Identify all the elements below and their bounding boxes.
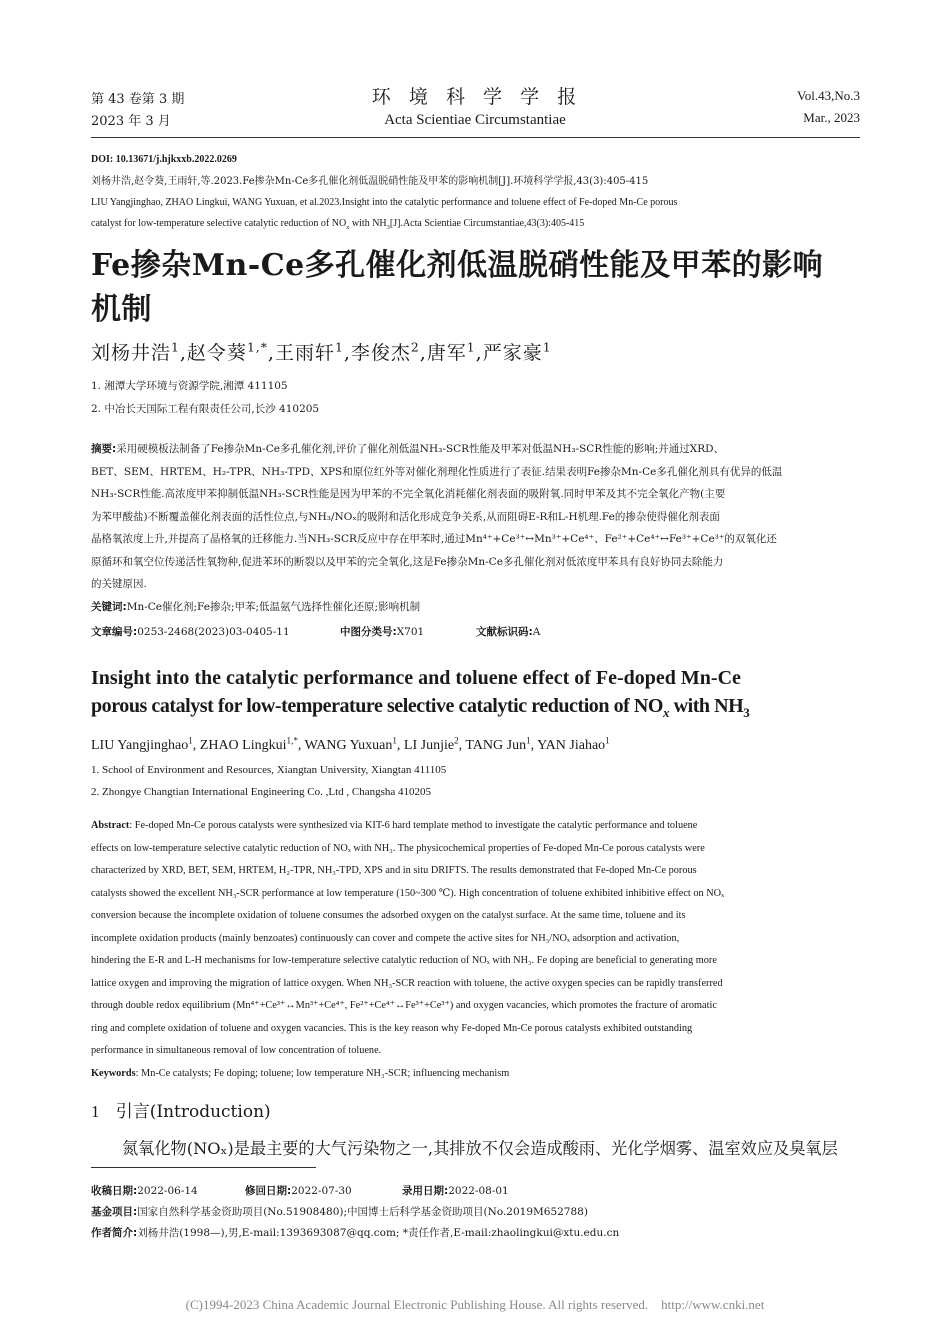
authors-en: LIU Yangjinghao$^1$, ZHAO Lingkui$^{1,*}$, WANG Yuxuan$^1$, LI Junjie$^2$, TANG Jun$^1$, YAN Jiahao$^1$	[91, 735, 610, 753]
journal-title-en: Acta Scientiae Circumstantiae	[384, 112, 566, 128]
abstract-zh: 摘要:采用硬模板法制备了Fe掺杂Mn-Ce多孔催化剂,评价了催化剂低温NH₃-SCR性能及甲苯对低温NH₃-SCR性能的影响;并通过XRD、 BET、SEM、HRTEM、H₂-TPR、NH₃-TPD、XPS和原位红外等对催化剂理化性质进行了表征.结果表明Fe掺杂Mn-Ce多孔催化剂具有优异的低温 NH₃-SCR性能.高浓度甲苯抑制低温NH₃-SCR性能是因为甲苯的不完全氧化消耗催化剂表面的吸附氧.同时甲苯及其不完全氧化产物(主要 为苯甲酸盐)不断覆盖催化剂表面的活性位点,与NH₃/NOₓ的吸附和活化形成竞争关系,从而阻碍E-R和L-H机理.Fe的掺杂使得催化剂表面 晶格氧浓度上升,并提高了晶格氧的迁移能力.当NH₃-SCR反应中存在甲苯时,通过Mn⁴⁺+Ce³⁺↔Mn³⁺+Ce⁴⁺、Fe²⁺+Ce⁴⁺↔Fe³⁺+Ce³⁺的双氧化还 原循环和氧空位传递活性氧物种,促进苯环的断裂以及甲苯的完全氧化,这是Fe掺杂Mn-Ce多孔催化剂对低浓度甲苯具有良好协同去除能力 的关键原因. 关键词:Mn-Ce催化剂;Fe掺杂;甲苯;低温氨气选择性催化还原;影响机制	[91, 438, 861, 618]
date-accepted: 录用日期:2022-08-01	[402, 1185, 509, 1197]
affiliation-zh-2: 2. 中冶长天国际工程有限责任公司,长沙 410205	[91, 403, 320, 415]
header-date-en: Mar., 2023	[803, 110, 860, 125]
doi: DOI: 10.13671/j.hjkxxb.2022.0269	[91, 154, 237, 165]
keywords-en: Keywords: Mn-Ce catalysts; Fe doping; toluene; low temperature NH₃-SCR; influencing mechanism	[91, 1067, 510, 1079]
header-rule	[91, 137, 860, 138]
abstract-en: Abstract: Fe-doped Mn-Ce porous catalysts were synthesized via KIT-6 hard template method to investigate the catalytic performance and toluene effects on low-temperature selective catalytic reduction of NOₓ with NH₃. The physicochemical properties of Fe-doped Mn-Ce porous catalysts were characterized by XRD, BET, SEM, HRTEM, H₂-TPR, NH₃-TPD, XPS and in situ DRIFTS. The results demonstrated that Fe-doped Mn-Ce porous catalysts showed the excellent NH₃-SCR performance at low temperature (150~300 ℃). High concentration of toluene exhibited inhibitive effect on NOₓ conversion because the incomplete oxidation of toluene consumes the adsorbed oxygen on the catalyst surface. At the same time, toluene and its incomplete oxidation products (mainly benzoates) continuously can cover and compete the active sites for NH₃/NOₓ adsorption and activation, hindering the E-R and L-H mechanisms for low-temperature selective catalytic reduction of NOₓ with NH₃. Fe doping are beneficial to generating more lattice oxygen and improving the migration of lattice oxygen. When NH₃-SCR reaction with toluene, the active oxygen species can be rapidly transferred through double redox equilibrium (Mn⁴⁺+Ce³⁺↔Mn³⁺+Ce⁴⁺, Fe²⁺+Ce⁴⁺↔Fe³⁺+Ce³⁺) and oxygen vacancies, which promotes the fracture of aromatic ring and complete oxidation of toluene and oxygen vacancies. This is the key reason why Fe-doped Mn-Ce porous catalysts exhibited outstanding performance in simultaneous removal of low concentration of toluene. Keywords: Mn-Ce catalysts; Fe doping; toluene; low temperature NH₃-SCR; influencing mechanism	[91, 815, 861, 1085]
date-received: 收稿日期:2022-06-14	[91, 1185, 198, 1197]
header-volume-en: Vol.43,No.3	[797, 88, 860, 103]
clc-number: 中图分类号:X701	[340, 626, 425, 638]
author-bio: 作者简介:刘杨井浩(1998—),男,E-mail:1393693087@qq.com; *责任作者,E-mail:zhaolingkui@xtu.edu.cn	[91, 1227, 620, 1239]
citation-en-line1: LIU Yangjinghao, ZHAO Lingkui, WANG Yuxuan, et al.2023.Insight into the catalytic performance and toluene effect of Fe-doped Mn-Ce porous	[91, 197, 678, 208]
intro-first-line: 氮氧化物(NOₓ)是最主要的大气污染物之一,其排放不仅会造成酸雨、光化学烟雾、温室效应及臭氧层	[122, 1139, 838, 1158]
paper-title-zh: Fe掺杂Mn-Ce多孔催化剂低温脱硝性能及甲苯的影响 机制	[91, 248, 824, 327]
copyright-footer: (C)1994-2023 China Academic Journal Electronic Publishing House. All rights reserved. http://www.cnki.net	[185, 1297, 765, 1312]
section-heading: 1 引言(Introduction)	[91, 1102, 271, 1122]
header-volume-zh: 第 43 卷第 3 期	[91, 92, 185, 107]
header-date-zh: 2023 年 3 月	[91, 114, 171, 129]
citation-en-line2: catalyst for low-temperature selective catalytic reduction of $NO_x$ with $NH_3[J].Acta$ Scientiae Circumstantiae,43(3):405-415	[91, 218, 585, 231]
article-number: 文章编号:0253-2468(2023)03-0405-11	[91, 626, 290, 638]
affiliation-en-1: 1. School of Environment and Resources, Xiangtan University, Xiangtan 411105	[91, 764, 447, 776]
journal-title-zh: 环 境 科 学 学 报	[371, 86, 579, 108]
document-code: 文献标识码:A	[476, 626, 541, 638]
footnote-rule	[91, 1167, 316, 1168]
affiliation-en-2: 2. Zhongye Changtian International Engineering Co. ,Ltd , Changsha 410205	[91, 786, 432, 798]
paper-title-en: Insight into the catalytic performance and toluene effect of Fe-doped Mn-Ce porous catalyst for low-temperature selective catalytic reduction of $NO_x$ with $NH_3$	[91, 667, 750, 720]
date-revised: 修回日期:2022-07-30	[245, 1185, 352, 1197]
keywords-zh: 关键词:Mn-Ce催化剂;Fe掺杂;甲苯;低温氨气选择性催化还原;影响机制	[91, 600, 421, 613]
affiliation-zh-1: 1. 湘潭大学环境与资源学院,湘潭 411105	[91, 380, 288, 392]
fund-info: 基金项目:国家自然科学基金资助项目(No.51908480);中国博士后科学基金资助项目(No.2019M652788)	[91, 1206, 588, 1218]
citation-zh: 刘杨井浩,赵令葵,王雨轩,等.2023.Fe掺杂Mn-Ce多孔催化剂低温脱硝性能及甲苯的影响机制[J].环境科学学报,43(3):405-415	[91, 176, 649, 187]
authors-zh: 刘杨井浩$^1$,赵令葵$^{1,*}$,王雨轩$^1$,李俊杰$^2$,唐军$^1$,严家豪$^1$	[91, 340, 552, 364]
